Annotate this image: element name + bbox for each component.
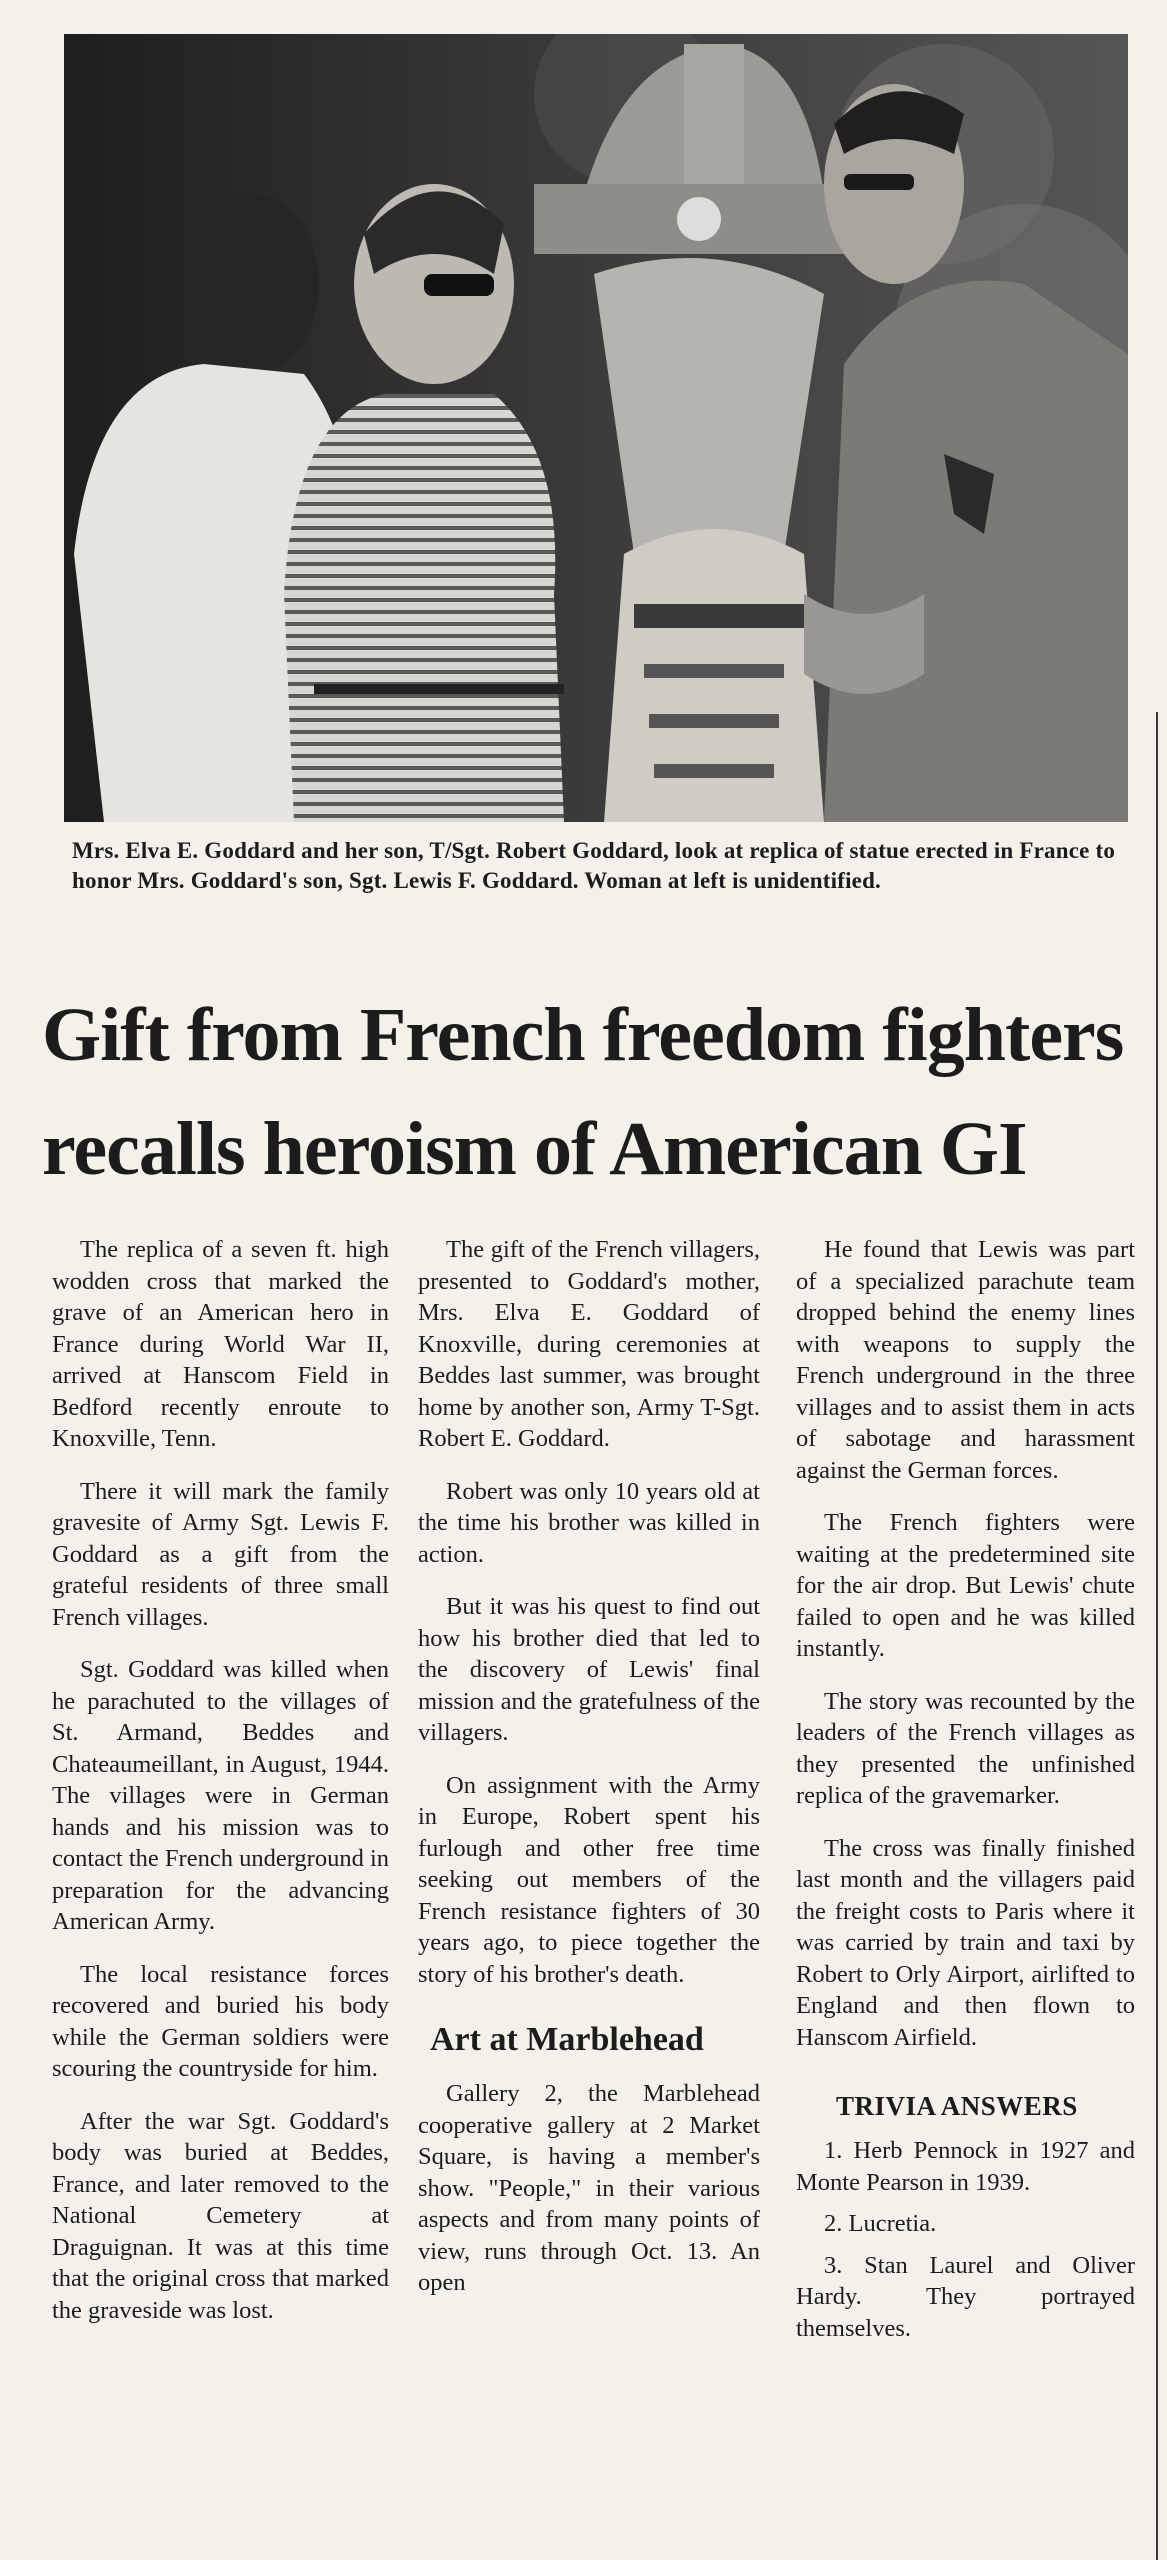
article-column-2 xyxy=(418,1234,760,2320)
photo-caption: Mrs. Elva E. Goddard and her son, T/Sgt. Robert Goddard, look at replica of statue erected in France to honor Mrs. Goddard's son, Sgt. Lewis F. Goddard. Woman at left is unidentified. xyxy=(72,838,1116,893)
paragraph: The French fighters were waiting at the predetermined site for the air drop. But Lewis' chute failed to open and he was killed instantly. xyxy=(796,1509,1135,1662)
paragraph: The replica of a seven ft. high wodden cross that marked the grave of an American hero in France during World War II, arrived at Hanscom Field in Bedford recently enroute to Knoxville, Tenn. xyxy=(52,1236,389,1452)
trivia-heading: TRIVIA ANSWERS xyxy=(836,2091,1078,2121)
paragraph: The gift of the French villagers, presented to Goddard's mother, Mrs. Elva E. Goddard of Knoxville, during ceremonies at Beddes last summer, was brought home by another son, Army T-Sgt. Robert E. Goddard. xyxy=(418,1236,760,1452)
paragraph: Gallery 2, the Marblehead cooperative gallery at 2 Market Square, is having a member's show. "People," in their various aspects and from many points of view, runs through Oct. 13. An open xyxy=(418,2080,760,2296)
paragraph: The story was recounted by the leaders of the French villages as they presented the unfinished replica of the gravemarker. xyxy=(796,1687,1135,1809)
paragraph: He found that Lewis was part of a specialized parachute team dropped behind the enemy lines with weapons to supply the French underground in the three villages and to assist them in acts of sabotage and harassment against the German forces. xyxy=(796,1236,1135,1484)
column-rule xyxy=(1156,712,1158,2560)
news-photo xyxy=(64,34,1128,822)
article-column-3 xyxy=(796,1234,1135,2354)
paragraph: But it was his quest to find out how his brother died that led to the discovery of Lewis' final mission and the gratefulness of the villagers. xyxy=(418,1593,760,1746)
paragraph: After the war Sgt. Goddard's body was buried at Beddes, France, and later removed to the National Cemetery at Draguignan. It was at this time that the original cross that marked the graveside was lost. xyxy=(52,2107,389,2324)
paragraph: On assignment with the Army in Europe, Robert spent his furlough and other free time seeking out members of the French resistance fighters of 30 years ago, to piece together the story of his brother's death. xyxy=(418,1771,760,1988)
trivia-answer: 1. Herb Pennock in 1927 and Monte Pearson in 1939. xyxy=(796,2137,1135,2196)
article-column-1 xyxy=(52,1234,389,2347)
subhead-art-at-marblehead: Art at Marblehead xyxy=(430,2021,704,2058)
paragraph: Sgt. Goddard was killed when he parachuted to the villages of St. Armand, Beddes and Chateaumeillant, in August, 1944. The villages were in German hands and his mission was to contact the French underground in preparation for the advancing American Army. xyxy=(52,1656,390,1935)
paragraph: The cross was finally finished last month and the villagers paid the freight costs to Paris where it was carried by train and taxi by Robert to Orly Airport, airlifted to England and then flown to Hanscom Airfield. xyxy=(796,1834,1135,2051)
paragraph: Robert was only 10 years old at the time his brother was killed in action. xyxy=(418,1477,760,1568)
trivia-answer: 3. Stan Laurel and Oliver Hardy. They portrayed themselves. xyxy=(796,2251,1135,2342)
trivia-answers xyxy=(796,2135,1135,2344)
paragraph: There it will mark the family gravesite of Army Sgt. Lewis F. Goddard as a gift from the grateful residents of three small French villages. xyxy=(52,1477,389,1631)
headline: Gift from French freedom fighters recalls heroism of American GI xyxy=(42,993,1124,1191)
trivia-answer: 2. Lucretia. xyxy=(824,2210,937,2237)
photograph-icon xyxy=(64,34,1128,822)
paragraph: The local resistance forces recovered and buried his body while the German soldiers were scouring the countryside for him. xyxy=(52,1960,389,2082)
